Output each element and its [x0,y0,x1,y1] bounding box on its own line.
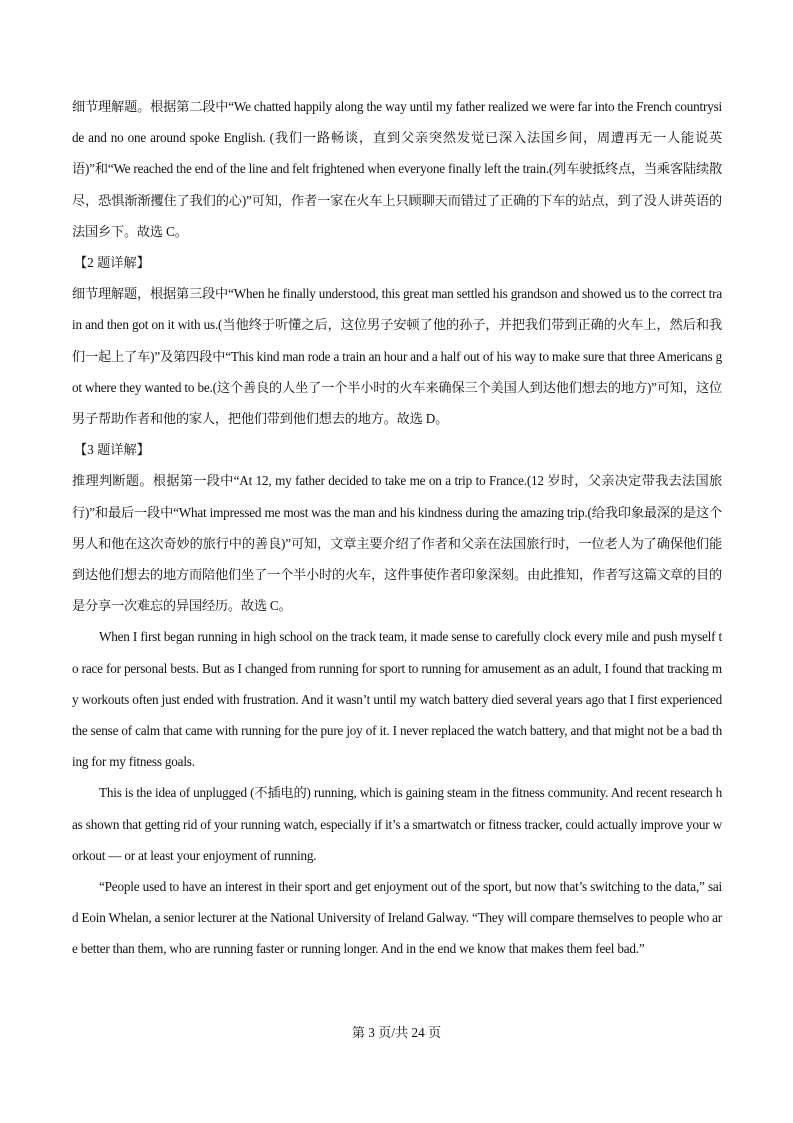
answer-3-explanation: 推理判断题。根据第一段中“At 12, my father decided to take me on a trip to France.(12 岁时，父亲决定带我去法国旅行)”和最后一段中“What impressed me most was the man and his kindness during the amazing trip.(给我印象最深的是这个男人和他在这次奇妙的旅行中的善良)”可知，文章主要介绍了作者和父亲在法国旅行时，一位老人为了确保他们能到达他们想去的地方而陪他们坐了一个半小时的火车，这件事使作者印象深刻。由此推知，作者写这篇文章的目的是分享一次难忘的异国经历。故选 C。 [72,473,722,614]
passage-paragraph-1: When I first began running in high school on the track team, it made sense to carefully clock every mile and push myself to race for personal bests. But as I changed from running for sport to running for amusement as an adult, I found that tracking my workouts often just ended with frustration. And it wasn’t until my watch battery died several years ago that I first experienced the sense of calm that came with running for the pure joy of it. I never replaced the watch battery, and that might not be a bad thing for my fitness goals. [72,629,722,770]
passage-paragraph-3: “People used to have an interest in their sport and get enjoyment out of the sport, but now that’s switching to the data,” said Eoin Whelan, a senior lecturer at the National University of Ireland Galway. “They will compare themselves to people who are better than them, who are running faster or running longer. And in the end we know that makes them feel bad.” [72,879,722,957]
answer-1-explanation: 细节理解题。根据第二段中“We chatted happily along the way until my father realized we were far into the French countryside and no one around spoke English. (我们一路畅谈，直到父亲突然发觉已深入法国乡间，周遭再无一人能说英语)”和“We reached the end of the line and felt frightened when everyone finally left the train.(列车驶抵终点，当乘客陆续散尽，恐惧渐渐攫住了我们的心)”可知，作者一家在火车上只顾聊天而错过了正确的下车的站点，到了没人讲英语的法国乡下。故选 C。 [72,99,722,239]
page-number: 第 3 页/共 24 页 [351,1025,442,1040]
document-body [72,91,722,965]
answer-2-explanation: 细节理解题，根据第三段中“When he finally understood, this great man settled his grandson and showed us to the correct train and then got on it with us.(当他终于听懂之后，这位男子安顿了他的孙子，并把我们带到正确的火车上，然后和我们一起上了车)”及第四段中“This kind man rode a train an hour and a half out of his way to make sure that three Americans got where they wanted to be.(这个善良的人坐了一个半小时的火车来确保三个美国人到达他们想去的地方)”可知，这位男子帮助作者和他的家人，把他们带到他们想去的地方。故选 D。 [72,286,722,427]
passage-paragraph-2: This is the idea of unplugged (不插电的) running, which is gaining steam in the fitness community. And recent research has shown that getting rid of your running watch, especially if it’s a smartwatch or fitness tracker, could actually improve your workout — or at least your enjoyment of running. [72,785,722,863]
question-2-heading: 【2 题详解】 [74,255,150,271]
question-3-heading: 【3 题详解】 [74,442,150,458]
